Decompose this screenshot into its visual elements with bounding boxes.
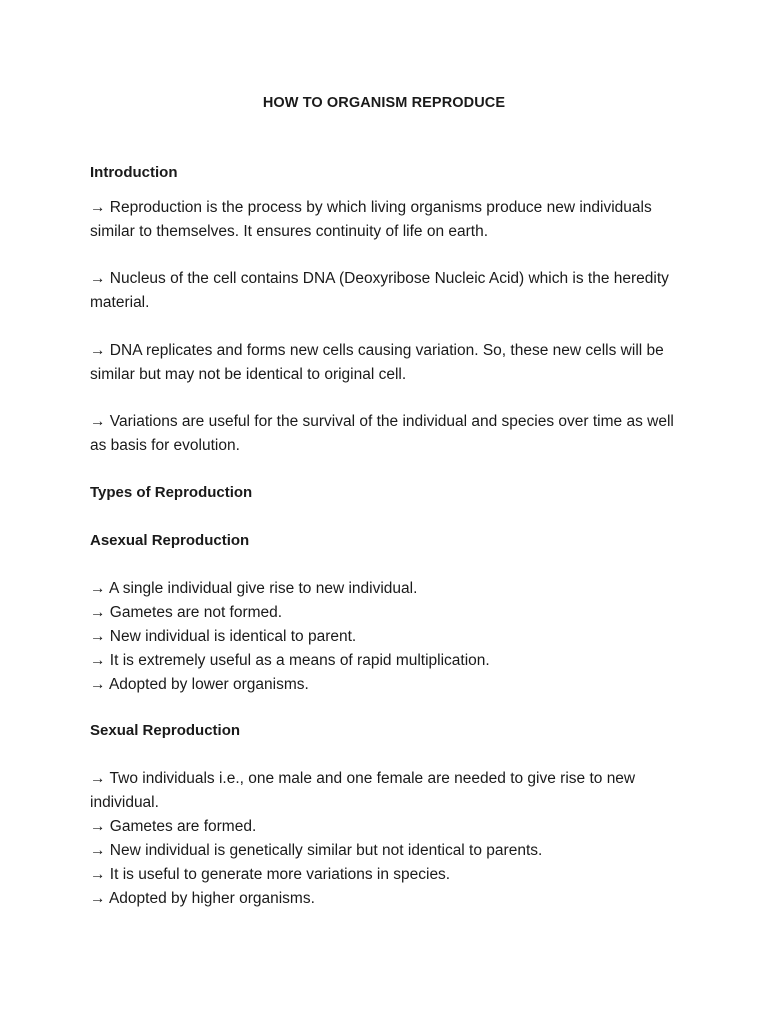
intro-paragraph-4: → Variations are useful for the survival of the individual and species over time as well as basis for evolution. — [90, 413, 674, 454]
intro-paragraph-1: → Reproduction is the process by which living organisms produce new individuals similar to themselves. It ensures continuity of life on earth. — [90, 199, 652, 240]
intro-paragraph-3: → DNA replicates and forms new cells causing variation. So, these new cells will be similar but may not be identical to original cell. — [90, 342, 664, 383]
list-item: → New individual is genetically similar but not identical to parents. — [90, 842, 543, 859]
sexual-list — [90, 767, 682, 911]
list-item: → A single individual give rise to new individual. — [90, 580, 418, 597]
list-item: → Gametes are not formed. — [90, 604, 283, 621]
document-title: HOW TO ORGANISM REPRODUCE — [262, 95, 506, 111]
introduction-heading: Introduction — [90, 164, 178, 181]
list-item: → Adopted by lower organisms. — [90, 676, 309, 693]
list-item: → It is extremely useful as a means of rapid multiplication. — [90, 652, 490, 669]
asexual-list — [90, 577, 682, 697]
list-item: → Two individuals i.e., one male and one female are needed to give rise to new individual. — [90, 770, 636, 811]
asexual-heading: Asexual Reproduction — [90, 532, 250, 549]
list-item: → New individual is identical to parent. — [90, 628, 357, 645]
intro-paragraph-2: → Nucleus of the cell contains DNA (Deoxyribose Nucleic Acid) which is the heredity material. — [90, 270, 669, 311]
sexual-heading: Sexual Reproduction — [90, 722, 241, 739]
list-item: → Gametes are formed. — [90, 818, 257, 835]
list-item: → It is useful to generate more variations in species. — [90, 866, 451, 883]
list-item: → Adopted by higher organisms. — [90, 890, 315, 907]
types-heading: Types of Reproduction — [90, 484, 253, 501]
